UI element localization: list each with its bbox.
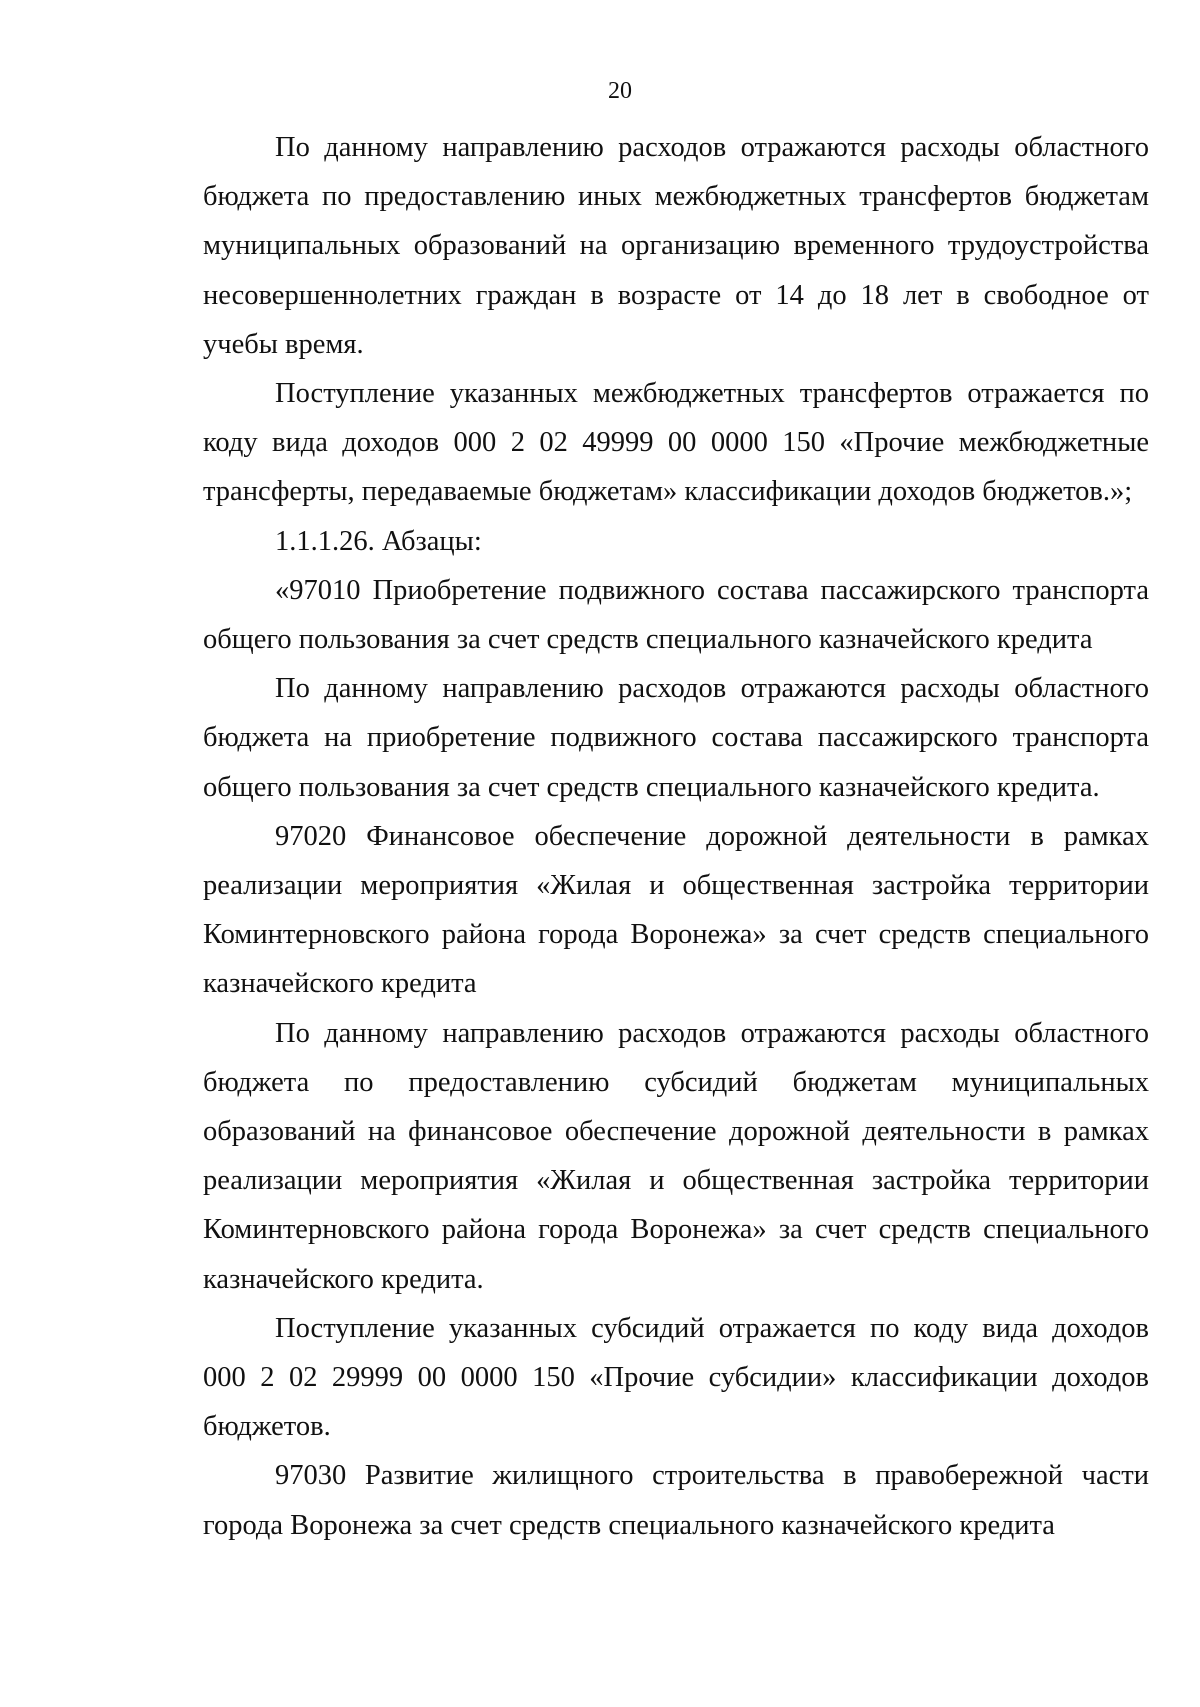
paragraph-clause-1-1-1-26: 1.1.1.26. Абзацы: bbox=[275, 525, 482, 557]
paragraph-code-97020-title: 97020 Финансовое обеспечение дорожной деятельности в рамках реализации мероприятия «Жилая и общественная застройка территории Коминтерновского района города Воронежа» за счет средств специального казначейского кредита bbox=[203, 820, 1149, 1000]
paragraph-code-97010-title: «97010 Приобретение подвижного состава пассажирского транспорта общего пользования за счет средств специального казначейского кредита bbox=[203, 574, 1149, 656]
paragraph-code-97020-description: По данному направлению расходов отражаются расходы областного бюджета по предоставлению субсидий бюджетам муниципальных образований на финансовое обеспечение дорожной деятельности в рамках реализации мероприятия «Жилая и общественная застройка территории Коминтерновского района города Воронежа» за счет средств специального казначейского кредита. bbox=[203, 1017, 1149, 1295]
paragraph-receipt-subsidies: Поступление указанных субсидий отражается по коду вида доходов 000 2 02 29999 00 0000 150 «Прочие субсидии» классификации доходов бюджетов. bbox=[203, 1312, 1149, 1443]
paragraph-expense-direction-temp-employment: По данному направлению расходов отражаются расходы областного бюджета по предоставлению иных межбюджетных трансфертов бюджетам муниципальных образований на организацию временного трудоустройства несовершеннолетних граждан в возрасте от 14 до 18 лет в свободное от учебы время. bbox=[203, 132, 1149, 360]
paragraph-code-97010-description: По данному направлению расходов отражаются расходы областного бюджета на приобретение подвижного состава пассажирского транспорта общего пользования за счет средств специального казначейского кредита. bbox=[203, 673, 1149, 803]
document-body bbox=[203, 123, 1149, 1550]
paragraph-receipt-interbudget-transfers: Поступление указанных межбюджетных трансфертов отражается по коду вида доходов 000 2 02 49999 00 0000 150 «Прочие межбюджетные трансферты, передаваемые бюджетам» классификации доходов бюджетов.»; bbox=[203, 378, 1149, 508]
paragraph-code-97030-title: 97030 Развитие жилищного строительства в правобережной части города Воронежа за счет средств специального казначейского кредита bbox=[203, 1460, 1149, 1541]
page-number: 20 bbox=[608, 78, 632, 104]
